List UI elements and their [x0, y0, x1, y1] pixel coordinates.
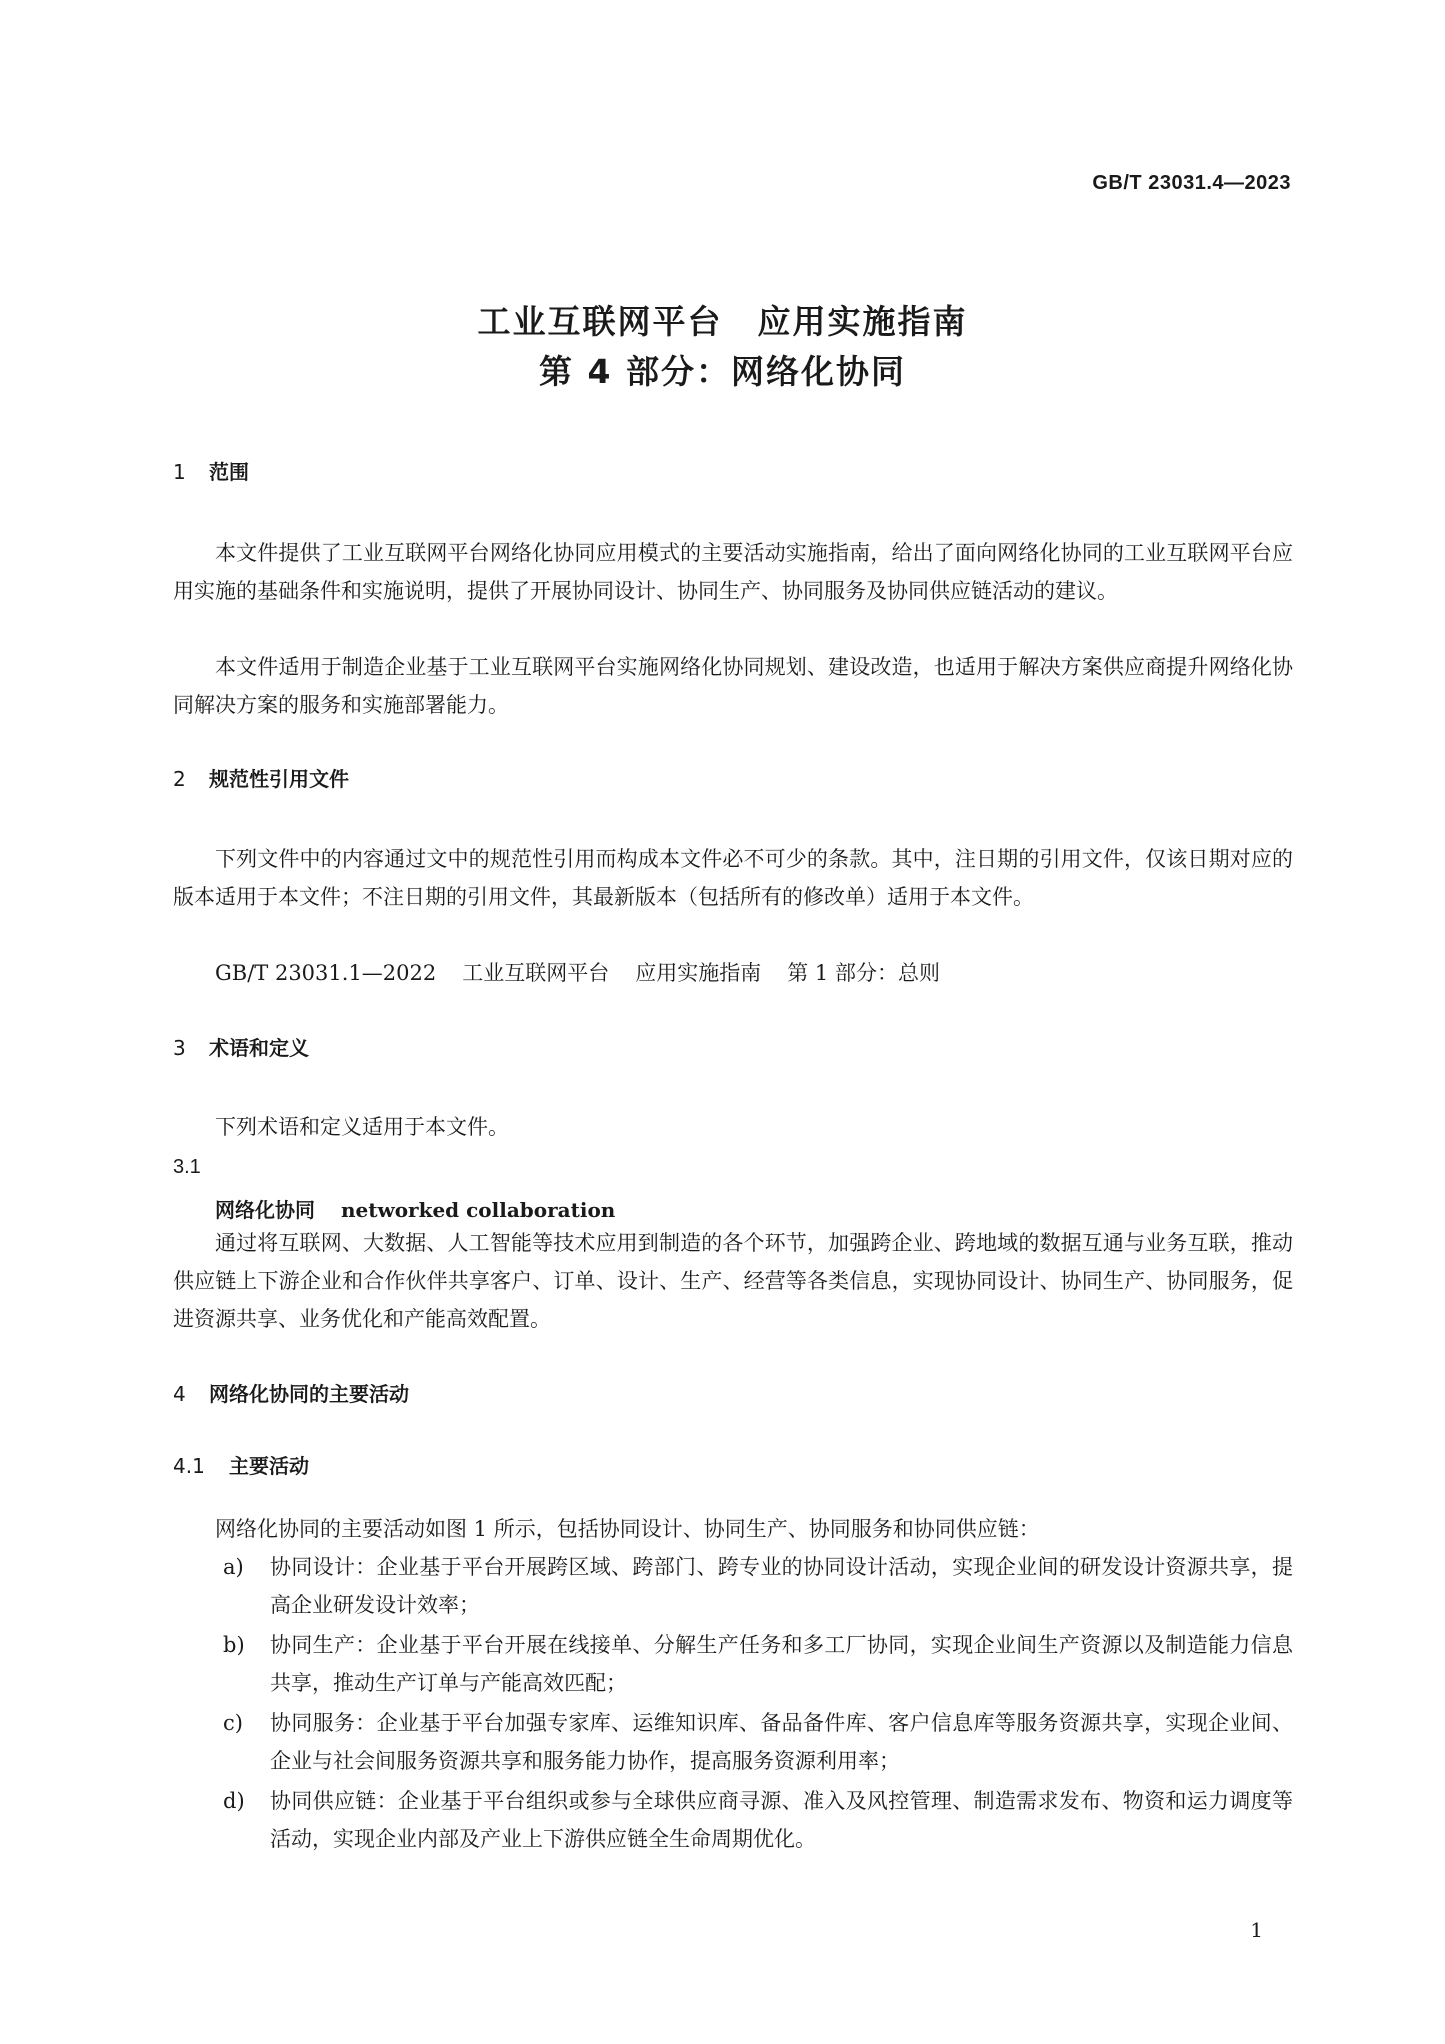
section-3-heading — [173, 1032, 309, 1061]
term-name-en: networked collaboration — [341, 1198, 616, 1222]
reference-title-c: 第 1 部分：总则 — [787, 961, 940, 985]
list-item-label: c) — [223, 1711, 243, 1735]
list-item — [215, 1626, 1293, 1702]
list-item-label: b) — [223, 1633, 245, 1657]
list-item-text: 协同供应链：企业基于平台组织或参与全球供应商寻源、准入及风控管理、制造需求发布、物资和运力调度等活动，实现企业内部及产业上下游供应链全生命周期优化。 — [270, 1789, 1293, 1851]
term-definition: 通过将互联网、大数据、人工智能等技术应用到制造的各个环节，加强跨企业、跨地域的数据互通与业务互联，推动供应链上下游企业和合作伙伴共享客户、订单、设计、生产、经营等各类信息，实现协同设计、协同生产、协同服务，促进资源共享、业务优化和产能高效配置。 — [173, 1231, 1293, 1331]
list-item-text: 协同生产：企业基于平台开展在线接单、分解生产任务和多工厂协同，实现企业间生产资源以及制造能力信息共享，推动生产订单与产能高效匹配； — [270, 1633, 1293, 1695]
list-item — [215, 1704, 1293, 1780]
section-1-paragraph-1: 本文件提供了工业互联网平台网络化协同应用模式的主要活动实施指南，给出了面向网络化协同的工业互联网平台应用实施的基础条件和实施说明，提供了开展协同设计、协同生产、协同服务及协同供应链活动的建议。 — [173, 541, 1293, 603]
section-number: 4 — [173, 1382, 186, 1406]
section-title: 网络化协同的主要活动 — [209, 1382, 409, 1406]
section-title: 范围 — [209, 460, 249, 484]
section-2-paragraph: 下列文件中的内容通过文中的规范性引用而构成本文件必不可少的条款。其中，注日期的引用文件，仅该日期对应的版本适用于本文件；不注日期的引用文件，其最新版本（包括所有的修改单）适用于本文件。 — [173, 847, 1293, 909]
normative-reference — [215, 954, 940, 992]
list-item-label: d) — [223, 1789, 245, 1813]
section-1-paragraph-2: 本文件适用于制造企业基于工业互联网平台实施网络化协同规划、建设改造，也适用于解决方案供应商提升网络化协同解决方案的服务和实施部署能力。 — [173, 655, 1293, 717]
section-title: 术语和定义 — [209, 1036, 309, 1060]
section-1-heading — [173, 456, 249, 485]
reference-title-a: 工业互联网平台 — [462, 961, 610, 985]
subsection-4-1-heading — [173, 1450, 309, 1479]
section-number: 3 — [173, 1036, 186, 1060]
reference-code: GB/T 23031.1—2022 — [215, 961, 437, 985]
section-2-heading — [173, 763, 349, 792]
term-name-zh: 网络化协同 — [215, 1198, 315, 1222]
list-item-text: 协同服务：企业基于平台加强专家库、运维知识库、备品备件库、客户信息库等服务资源共享，实现企业间、企业与社会间服务资源共享和服务能力协作，提高服务资源利用率； — [270, 1711, 1293, 1773]
list-item — [215, 1782, 1293, 1858]
section-title: 规范性引用文件 — [209, 767, 349, 791]
document-title-line1: 工业互联网平台 应用实施指南 — [477, 302, 968, 341]
page-number: 1 — [1250, 1918, 1263, 1942]
term-number: 3.1 — [173, 1156, 201, 1178]
subsection-title: 主要活动 — [229, 1454, 309, 1478]
list-item — [215, 1548, 1293, 1624]
section-number: 2 — [173, 767, 186, 791]
section-4-heading — [173, 1378, 409, 1407]
reference-title-b: 应用实施指南 — [635, 961, 762, 985]
standard-code: GB/T 23031.4—2023 — [1092, 172, 1291, 194]
section-number: 1 — [173, 460, 186, 484]
list-item-text: 协同设计：企业基于平台开展跨区域、跨部门、跨专业的协同设计活动，实现企业间的研发设计资源共享，提高企业研发设计效率； — [270, 1555, 1293, 1617]
subsection-4-1-intro: 网络化协同的主要活动如图 1 所示，包括协同设计、协同生产、协同服务和协同供应链： — [215, 1517, 1040, 1541]
list-item-label: a) — [223, 1555, 244, 1579]
term-name — [215, 1194, 615, 1223]
document-title-line2: 第 4 部分：网络化协同 — [539, 352, 906, 391]
section-3-intro: 下列术语和定义适用于本文件。 — [215, 1115, 509, 1139]
subsection-number: 4.1 — [173, 1454, 205, 1478]
